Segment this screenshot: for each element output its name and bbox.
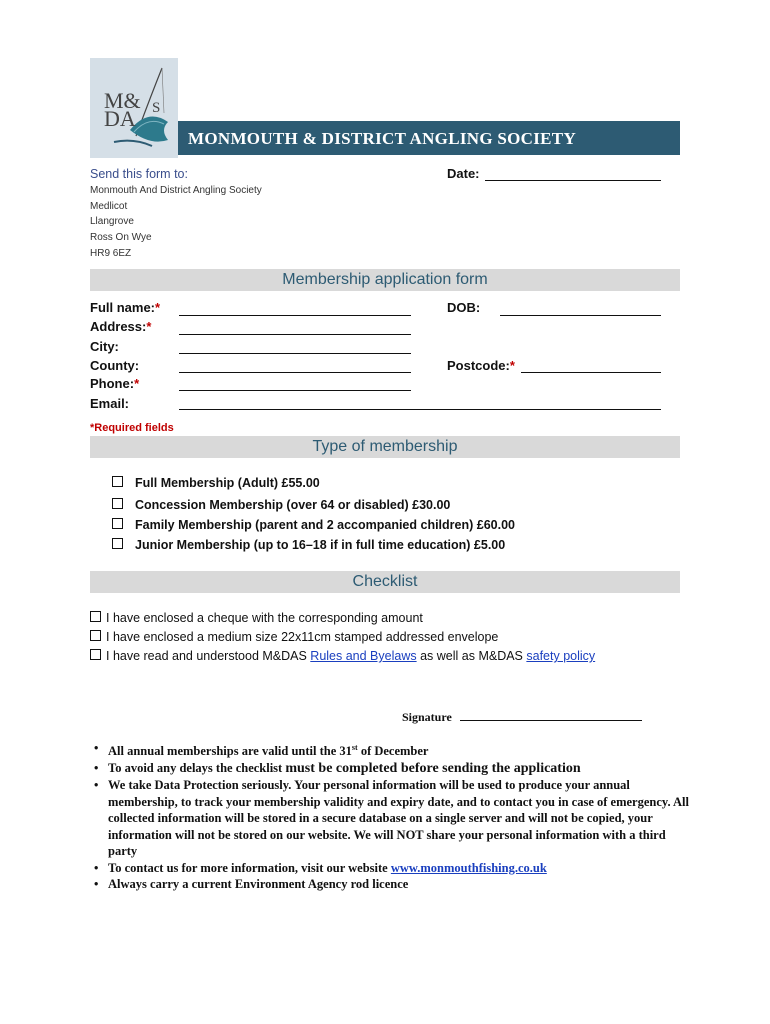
section-membership [90, 436, 680, 458]
signature-field[interactable] [460, 720, 642, 721]
address-label: Address:* [90, 319, 152, 334]
date-label: Date: [447, 166, 480, 181]
email-label: Email: [90, 396, 130, 411]
checkbox[interactable] [112, 476, 123, 487]
full-name-field[interactable] [179, 315, 411, 316]
section-membership-title: Type of membership [312, 438, 458, 455]
date-field[interactable] [485, 180, 661, 181]
logo-text-top: M& [104, 88, 141, 113]
phone-field[interactable] [179, 390, 411, 391]
membership-option[interactable]: Junior Membership (up to 16–18 if in full time education) £5.00 [112, 538, 505, 552]
membership-option[interactable]: Concession Membership (over 64 or disabled) £30.00 [112, 498, 450, 512]
address-line: Monmouth And District Angling Society [90, 185, 262, 196]
safety-policy-link[interactable]: safety policy [526, 649, 596, 663]
note-item: • All annual memberships are valid until the 31st of December [90, 740, 690, 760]
section-application [90, 269, 680, 291]
section-application-title: Membership application form [282, 271, 488, 288]
society-logo [90, 58, 178, 158]
county-label: County: [90, 358, 140, 373]
section-checklist-title: Checklist [352, 573, 418, 590]
checkbox[interactable] [112, 498, 123, 509]
postcode-field[interactable] [521, 372, 661, 373]
website-link[interactable]: www.monmouthfishing.co.uk [390, 860, 547, 875]
note-item: • Always carry a current Environment Agency rod licence [90, 876, 690, 893]
checklist-item[interactable]: I have read and understood M&DAS Rules and Byelaws as well as M&DAS safety policy [90, 649, 595, 663]
society-title: MONMOUTH & DISTRICT ANGLING SOCIETY [188, 129, 577, 148]
notes-list [90, 740, 690, 893]
address-line: Llangrove [90, 216, 134, 227]
postcode-label: Postcode:* [447, 358, 515, 373]
address-line: HR9 6EZ [90, 248, 132, 259]
membership-option[interactable]: Full Membership (Adult) £55.00 [112, 476, 320, 490]
phone-label: Phone:* [90, 376, 140, 391]
checklist-item[interactable]: I have enclosed a cheque with the corresponding amount [90, 611, 423, 625]
checklist-item[interactable]: I have enclosed a medium size 22x11cm stamped addressed envelope [90, 630, 498, 644]
logo-text-bottom: DA [104, 106, 136, 131]
note-item: • To contact us for more information, visit our website www.monmouthfishing.co.uk [90, 860, 690, 877]
address-line: Medlicot [90, 201, 128, 212]
dob-field[interactable] [500, 315, 661, 316]
section-checklist [90, 571, 680, 593]
dob-label: DOB: [447, 300, 481, 315]
checkbox[interactable] [112, 538, 123, 549]
email-field[interactable] [179, 409, 661, 410]
note-item: • We take Data Protection seriously. Your personal information will be used to produce your annual membership, to track your membership validity and expiry date, and to contact you in case of emergency. All collected information will be stored in a secure database on a single server and will not be copied, your information will not be stored on our website. We will NOT share your personal information with a third party [90, 777, 690, 860]
city-label: City: [90, 339, 119, 354]
required-note: *Required fields [90, 422, 174, 434]
checkbox[interactable] [112, 518, 123, 529]
address-field[interactable] [179, 334, 411, 335]
checkbox[interactable] [90, 611, 101, 622]
signature-label: Signature [402, 710, 452, 724]
send-form-label: Send this form to: [90, 167, 188, 181]
membership-option[interactable]: Family Membership (parent and 2 accompanied children) £60.00 [112, 518, 515, 532]
checkbox[interactable] [90, 649, 101, 660]
checkbox[interactable] [90, 630, 101, 641]
note-item: • To avoid any delays the checklist must be completed before sending the application [90, 760, 690, 778]
full-name-label: Full name:* [90, 300, 161, 315]
address-line: Ross On Wye [90, 232, 152, 243]
rules-byelaws-link[interactable]: Rules and Byelaws [310, 649, 417, 663]
county-field[interactable] [179, 372, 411, 373]
title-banner [178, 121, 680, 155]
city-field[interactable] [179, 353, 411, 354]
logo-text-s: S [152, 100, 161, 116]
